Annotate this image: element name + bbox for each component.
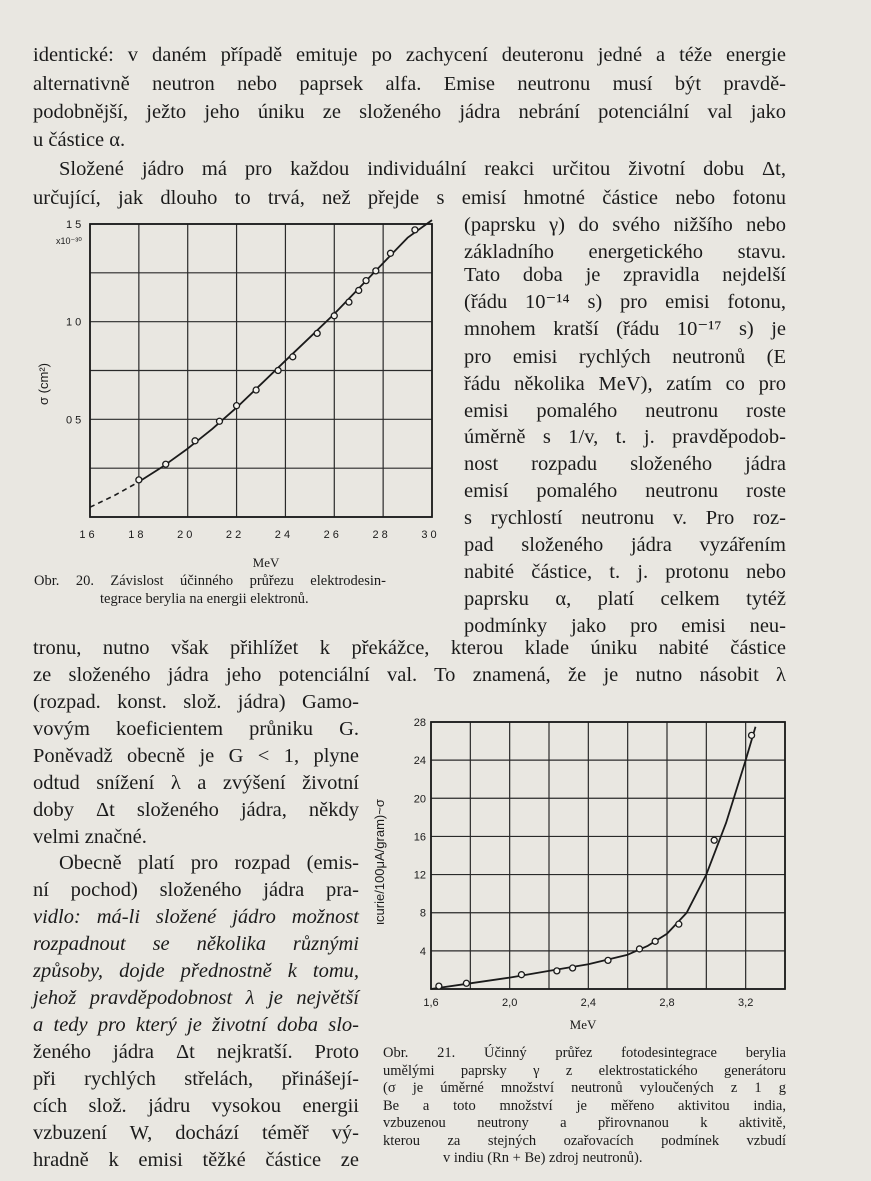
text-line: ze složeného jádra jeho potenciální val. To znamená, že je nutno násobit λ — [33, 664, 786, 686]
data-point — [363, 278, 369, 284]
text-line: (řádu 10⁻¹⁴ s) pro emisi fotonu, — [464, 291, 786, 313]
y-tick-label: 1 5 — [66, 219, 82, 231]
text-line: základního energetického stavu. — [464, 241, 786, 263]
figure-20-chart — [30, 212, 450, 582]
caption-line: Be a toto množství je měřeno aktivitou india, — [383, 1097, 786, 1114]
caption-line: v indiu (Rn + Be) zdroj neutronů). — [443, 1150, 643, 1166]
x-tick-label: 2 6 — [323, 529, 339, 541]
text-line: vovým koeficientem průniku G. — [33, 718, 359, 740]
y-tick-label: 1 0 — [66, 316, 82, 329]
data-point — [711, 837, 717, 843]
data-point — [356, 287, 362, 293]
y-multiplier-label: x10⁻³⁰ — [56, 236, 82, 246]
data-point — [463, 980, 469, 986]
text-line: mnohem kratší (řádu 10⁻¹⁷ s) je — [464, 318, 786, 340]
x-axis-label: MeV — [569, 1017, 597, 1032]
text-line: způsoby, dojde přednostně k tomu, — [33, 960, 359, 982]
y-tick-label: 12 — [413, 869, 426, 882]
text-line: určující, jak dlouho to trvá, než přejde s emisí hmotné částice nebo fotonu — [33, 187, 786, 209]
text-line: pro emisi rychlých neutronů (E — [464, 346, 786, 368]
data-point — [412, 227, 418, 233]
text-line: paprsku α, platí celkem tytéž — [464, 588, 786, 610]
text-line: u částice α. — [33, 129, 126, 151]
x-tick-label: 2,0 — [502, 997, 518, 1009]
fit-curve-dashed — [90, 482, 139, 507]
caption-line: (σ je úměrné množství neutronů vyloučených z 1 g — [383, 1080, 786, 1096]
data-point — [136, 477, 142, 483]
x-tick-label: 3 0 — [421, 529, 437, 541]
data-point — [234, 403, 240, 409]
caption-line: vzbuzenou neutrony a přirovnanou k aktivitě, — [383, 1115, 786, 1131]
caption-line: Obr. 20. Závislost účinného průřezu elektrodesin- — [34, 573, 386, 589]
y-tick-label: 28 — [413, 717, 426, 729]
x-tick-label: 2 8 — [372, 529, 388, 541]
data-point — [749, 732, 755, 738]
data-point — [387, 250, 393, 256]
y-tick-label: 4 — [419, 945, 426, 958]
text-line: nabité částice, t. j. protonu nebo — [464, 561, 786, 583]
caption-line: umělými paprsky γ z elektrostatického generátoru — [383, 1062, 786, 1079]
data-point — [518, 972, 524, 978]
x-tick-label: 2 4 — [274, 529, 291, 541]
data-point — [253, 387, 259, 393]
text-line: ženého jádra Δt nejkratší. Proto — [33, 1041, 359, 1063]
x-axis-label: MeV — [252, 555, 280, 570]
data-point — [676, 921, 682, 927]
data-point — [290, 354, 296, 360]
text-line: při rychlých střelách, přinášejí- — [33, 1068, 359, 1090]
text-line: pad složeného jádra vyzářením — [464, 534, 786, 556]
x-tick-label: 2,4 — [580, 997, 596, 1009]
text-line: Tato doba je zpravidla nejdelší — [464, 264, 786, 286]
text-line: hradně k emisi těžké částice ze — [33, 1149, 359, 1171]
text-line: s rychlostí neutronu v. Pro roz- — [464, 507, 786, 529]
text-line: Složené jádro má pro každou individuální reakci určitou životní dobu Δt, — [59, 158, 786, 180]
x-tick-label: 1,6 — [423, 997, 439, 1009]
text-line: emisí pomalého neutronu roste — [464, 480, 786, 502]
text-line: nost rozpadu složeného jádra — [464, 453, 786, 475]
text-line: vzbuzení W, dochází téměř vý- — [33, 1122, 359, 1144]
text-line: emisi pomalého neutronu roste — [464, 400, 786, 422]
caption-line: Obr. 21. Účinný průřez fotodesintegrace berylia — [383, 1045, 786, 1061]
text-line: odtud snížení λ a zvýšení životní — [33, 772, 359, 794]
data-point — [346, 299, 352, 305]
text-line: velmi značné. — [33, 826, 147, 848]
y-tick-label: 0 5 — [66, 414, 82, 427]
x-tick-label: 3,2 — [738, 997, 754, 1009]
y-tick-label: 16 — [413, 831, 426, 844]
text-line: Obecně platí pro rozpad (emis- — [59, 852, 359, 874]
y-tick-label: 8 — [419, 907, 426, 920]
x-tick-label: 2,8 — [659, 997, 675, 1009]
text-line: rozpadnout se několika různými — [33, 933, 359, 955]
data-point — [331, 313, 337, 319]
data-point — [275, 368, 281, 374]
x-tick-label: 2 2 — [225, 529, 242, 541]
text-line: cích slož. jádru vysokou energii — [33, 1095, 359, 1117]
caption-line: tegrace berylia na energii elektronů. — [100, 590, 309, 607]
data-point — [570, 965, 576, 971]
data-point — [554, 968, 560, 974]
y-axis-label: σ (cm²) — [36, 363, 51, 405]
text-line: (paprsku γ) do svého nižšího nebo — [464, 214, 786, 236]
x-tick-label: 1 8 — [128, 529, 144, 541]
x-tick-label: 1 6 — [79, 529, 95, 541]
text-line: Poněvadž obecně je G < 1, plyne — [33, 745, 359, 767]
text-line: vidlo: má-li složené jádro možnost — [33, 906, 359, 928]
text-line: tronu, nutno však přihlížet k překážce, kterou klade úniku nabité částice — [33, 637, 786, 659]
text-line: řádu několika MeV), zatím co pro — [464, 373, 786, 395]
data-point — [163, 461, 169, 467]
data-point — [373, 268, 379, 274]
text-line: jehož pravděpodobnost λ je největší — [33, 987, 359, 1009]
text-line: ní pochod) složeného jádra pra- — [33, 879, 359, 901]
y-axis-label: ιcurie/100μA/gram)~σ — [372, 799, 387, 925]
text-line: a tedy pro který je životní doba slo- — [33, 1014, 359, 1036]
text-line: (rozpad. konst. slož. jádra) Gamo- — [33, 691, 359, 713]
text-line: doby Δt složeného jádra, někdy — [33, 799, 359, 821]
data-point — [605, 957, 611, 963]
text-line: podmínky jako pro emisi neu- — [464, 615, 786, 637]
text-line: podobnější, ježto jeho úniku ze složeného jádra nebrání potenciální val jako — [33, 101, 786, 123]
y-tick-label: 24 — [413, 755, 426, 768]
data-point — [636, 946, 642, 952]
caption-line: kterou za stejných ozařovacích podmínek vzbudí — [383, 1132, 786, 1149]
data-point — [216, 418, 222, 424]
figure-20-caption — [34, 573, 386, 608]
data-point — [436, 983, 442, 989]
text-line: úměrně s 1/v, t. j. pravděpodob- — [464, 426, 786, 448]
figure-21-caption — [383, 1045, 786, 1168]
x-tick-label: 2 0 — [177, 529, 193, 541]
data-point — [192, 438, 198, 444]
text-line: alternativně neutron nebo paprsek alfa. Emise neutronu musí být pravdě- — [33, 73, 786, 95]
figure-21-chart — [370, 712, 790, 1042]
y-tick-label: 20 — [413, 793, 426, 806]
data-point — [314, 330, 320, 336]
data-point — [652, 938, 658, 944]
text-line: identické: v daném případě emituje po zachycení deuteronu jedné a téže energie — [33, 44, 786, 66]
plot-frame — [431, 722, 785, 989]
